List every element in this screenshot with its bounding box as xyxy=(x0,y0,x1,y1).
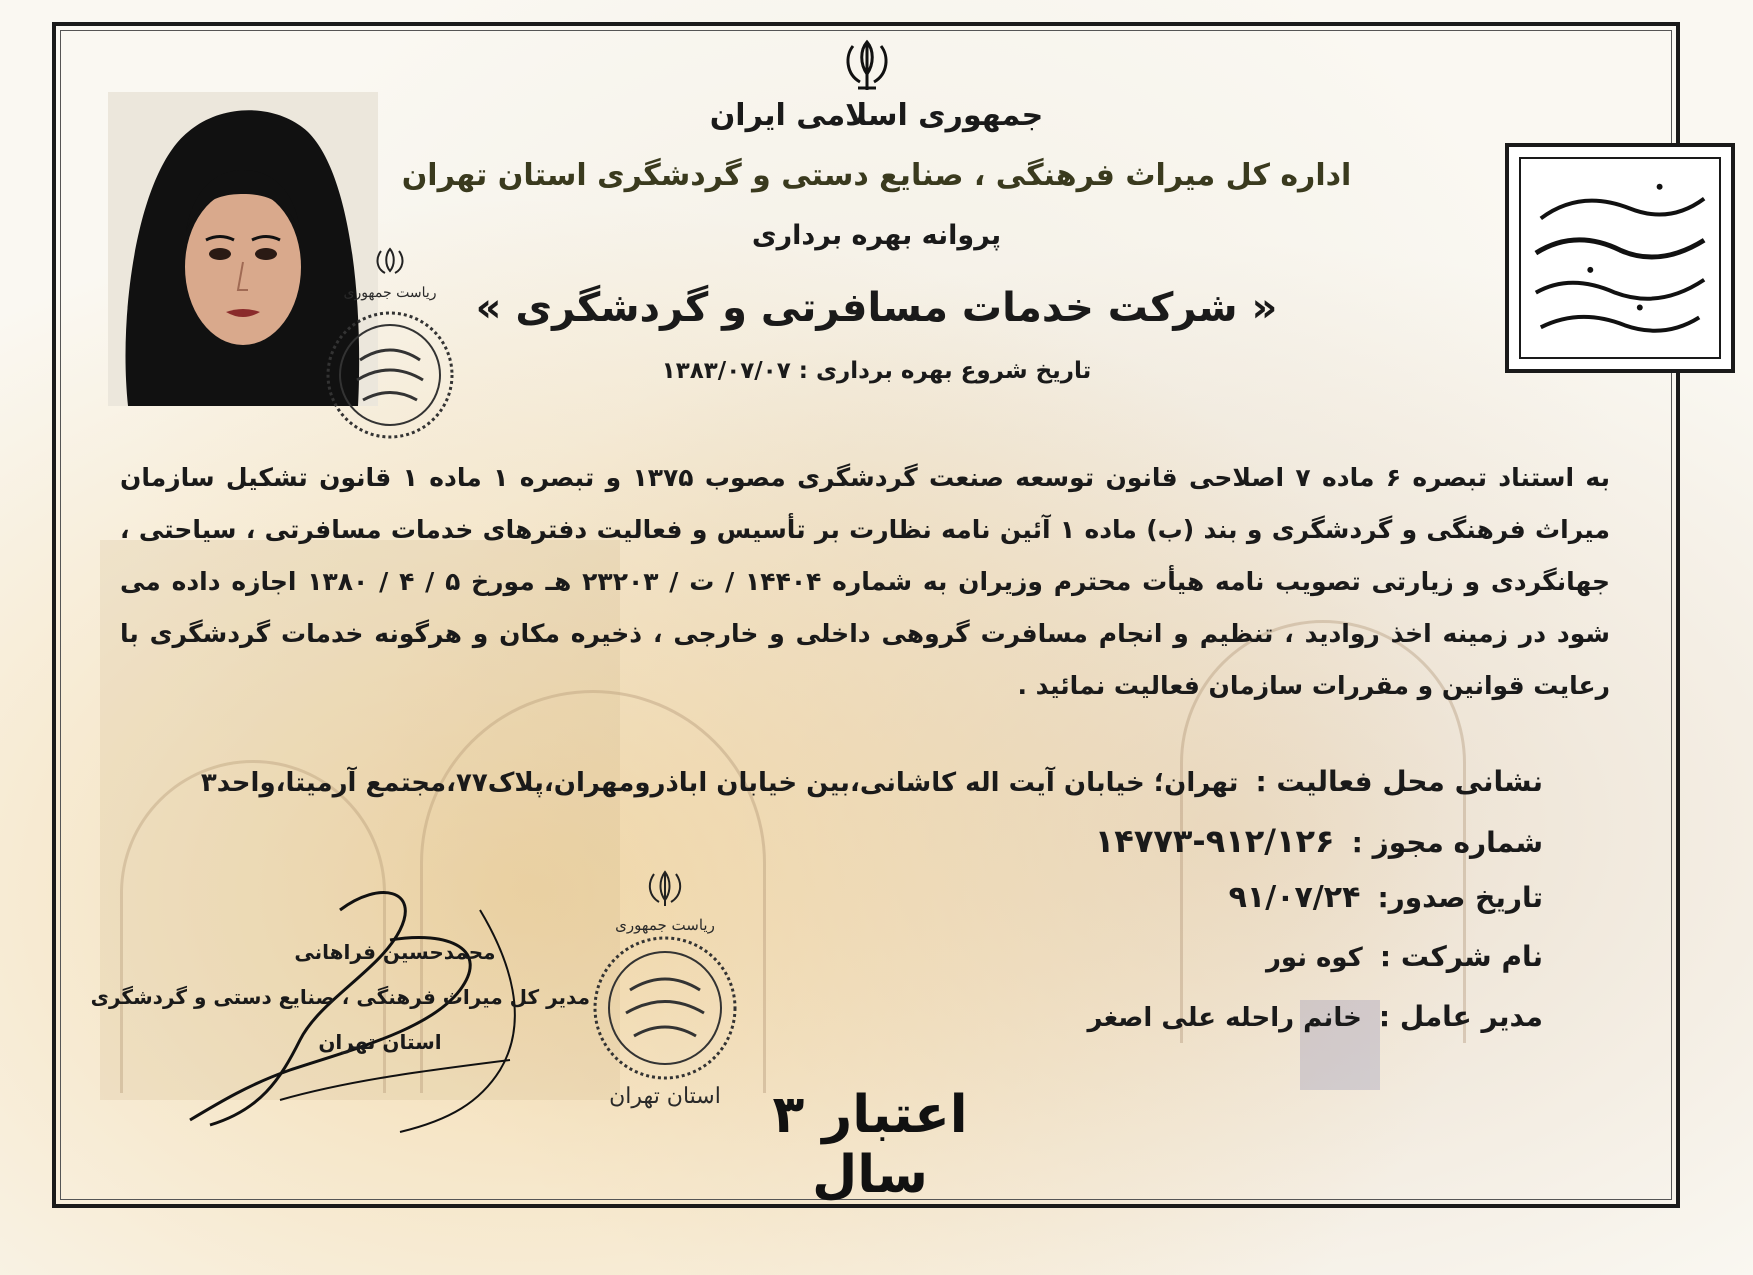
validity-period: اعتبار ۳ سال xyxy=(772,1085,968,1205)
signatory-title: مدیر کل میراث فرهنگی ، صنایع دستی و گردشگری xyxy=(90,985,590,1009)
organization-logo xyxy=(1505,143,1735,373)
company-name-label: نام شرکت : xyxy=(1379,940,1543,973)
license-number-value: ۹۱۲/۱۲۶-۱۴۷۷۳ xyxy=(1094,822,1335,860)
company-name-value: کوه نور xyxy=(1265,943,1363,973)
address-value: تهران؛ خیابان آیت اله کاشانی،بین خیابان اباذرومهران،پلاک۷۷،مجتمع آرمیتا،واحد۳ xyxy=(200,768,1239,798)
national-emblem-icon xyxy=(840,38,894,94)
seal-bottom-bottom-label: استان تهران xyxy=(609,1084,721,1109)
signatory-name: محمدحسین فراهانی xyxy=(294,940,496,964)
managing-director-field xyxy=(1087,1000,1543,1033)
presidency-seal-top xyxy=(315,245,465,450)
presidency-seal-bottom xyxy=(580,868,750,1113)
issue-date-value: ۹۱/۰۷/۲۴ xyxy=(1228,880,1361,915)
address-label: نشانی محل فعالیت : xyxy=(1255,765,1543,798)
seal-top-label: ریاست جمهوری xyxy=(343,285,437,301)
issue-date-field xyxy=(1229,880,1543,915)
company-name-field xyxy=(1266,940,1543,973)
start-date: تاریخ شروع بهره برداری : ۱۳۸۳/۰۷/۰۷ xyxy=(661,358,1092,384)
license-body-text: به استناد تبصره ۶ ماده ۷ اصلاحی قانون توسعه صنعت گردشگری مصوب ۱۳۷۵ و تبصره ۱ ماده ۱ قانون تشکیل سازمان میراث فرهنگی و گردشگری و بند (ب) ماده ۱ آئین نامه نظارت بر تأسیس و فعالیت دفترهای خدمات مسافرتی ، سیاحتی ، جهانگردی و زیارتی تصویب نامه هیأت محترم وزیران به شماره ۱۴۴۰۴ / ت / ۲۳۲۰۳ هـ مورخ ۵ / ۴ / ۱۳۸۰ اجازه داده می شود در زمینه اخذ روادید ، تنظیم و انجام مسافرت گروهی داخلی و خارجی ، ذخیره مکان و هرگونه خدمات گردشگری با رعایت قوانین و مقررات سازمان فعالیت نمائید . xyxy=(120,463,1611,700)
office-title: اداره کل میراث فرهنگی ، صنایع دستی و گردشگری استان تهران xyxy=(401,158,1352,193)
republic-title: جمهوری اسلامی ایران xyxy=(709,98,1044,133)
license-type: پروانه بهره برداری xyxy=(751,220,1002,251)
managing-director-label: مدیر عامل : xyxy=(1378,1000,1543,1033)
signatory-province: استان تهران xyxy=(318,1030,442,1054)
managing-director-value: خانم راحله علی اصغر xyxy=(1087,1003,1362,1033)
seal-bottom-top-label: ریاست جمهوری xyxy=(615,916,715,934)
issue-date-label: تاریخ صدور: xyxy=(1377,881,1543,914)
company-title: « شرکت خدمات مسافرتی و گردشگری » xyxy=(475,285,1278,331)
address-field xyxy=(201,765,1543,798)
logo-inner-border xyxy=(1519,157,1721,359)
license-number-field xyxy=(1095,822,1543,860)
license-number-label: شماره مجوز : xyxy=(1351,826,1543,859)
